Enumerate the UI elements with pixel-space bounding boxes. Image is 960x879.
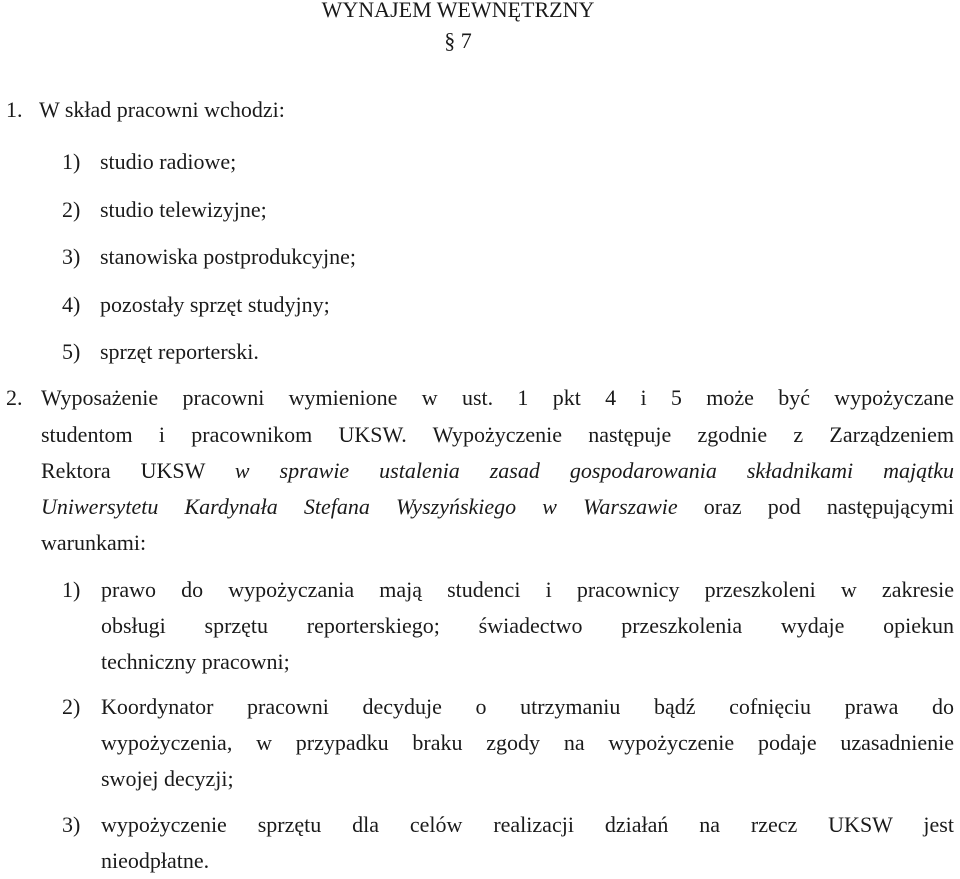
list-item <box>62 337 259 367</box>
item-2-line-plain: oraz pod następującymi <box>677 494 954 519</box>
item-1-number: 1. <box>6 97 23 122</box>
section-number: § 7 <box>444 28 472 53</box>
list-item-number: 2) <box>62 197 81 222</box>
condition-line: swojej decyzji; <box>101 766 234 791</box>
item-1-text: W skład pracowni wchodzi: <box>39 97 285 122</box>
university-name: Uniwersytetu Kardynała Stefana Wyszyńskiego w Warszawie <box>41 494 678 519</box>
item-1 <box>6 95 285 125</box>
item-2-line <box>41 453 954 489</box>
item-2-line <box>41 489 954 525</box>
list-item-number: 4) <box>62 292 81 317</box>
condition-number: 3) <box>62 812 81 837</box>
item-2-line: Wyposażenie pracowni wymienione w ust. 1 pkt 4 i 5 może być wypożyczane <box>41 385 954 410</box>
condition-line: wypożyczenia, w przypadku braku zgody na wypożyczenie podaje uzasadnienie <box>101 730 954 755</box>
condition-number: 1) <box>62 577 81 602</box>
item-2-line-plain: Rektora UKSW <box>41 458 235 483</box>
list-item-text: pozostały sprzęt studyjny; <box>100 292 330 317</box>
list-item-text: stanowiska postprodukcyjne; <box>100 244 357 269</box>
document-heading: WYNAJEM WEWNĘTRZNY <box>321 0 595 22</box>
list-item-number: 5) <box>62 339 81 364</box>
condition-line: obsługi sprzętu reporterskiego; świadectwo przeszkolenia wydaje opiekun <box>101 613 954 638</box>
regulation-title: w sprawie ustalenia zasad gospodarowania składnikami majątku <box>234 458 954 483</box>
list-item-number: 1) <box>62 149 81 174</box>
item-2-line: warunkami: <box>41 530 147 555</box>
list-item-text: studio radiowe; <box>100 149 237 174</box>
list-item <box>62 290 330 320</box>
list-item-text: sprzęt reporterski. <box>100 339 259 364</box>
condition-line: prawo do wypożyczania mają studenci i pracownicy przeszkoleni w zakresie <box>101 577 954 602</box>
condition-line: Koordynator pracowni decyduje o utrzymaniu bądź cofnięciu prawa do <box>101 694 954 719</box>
list-item-text: studio telewizyjne; <box>100 197 267 222</box>
condition-line: wypożyczenie sprzętu dla celów realizacji działań na rzecz UKSW jest <box>101 812 954 837</box>
list-item <box>62 242 356 272</box>
condition-line: techniczny pracowni; <box>101 649 290 674</box>
condition-line: nieodpłatne. <box>101 848 210 873</box>
list-item <box>62 147 236 177</box>
list-item-number: 3) <box>62 244 81 269</box>
list-item <box>62 195 267 225</box>
item-2-line: studentom i pracownikom UKSW. Wypożyczenie następuje zgodnie z Zarządzeniem <box>41 422 954 447</box>
condition-number: 2) <box>62 694 81 719</box>
item-2-number: 2. <box>6 385 23 410</box>
